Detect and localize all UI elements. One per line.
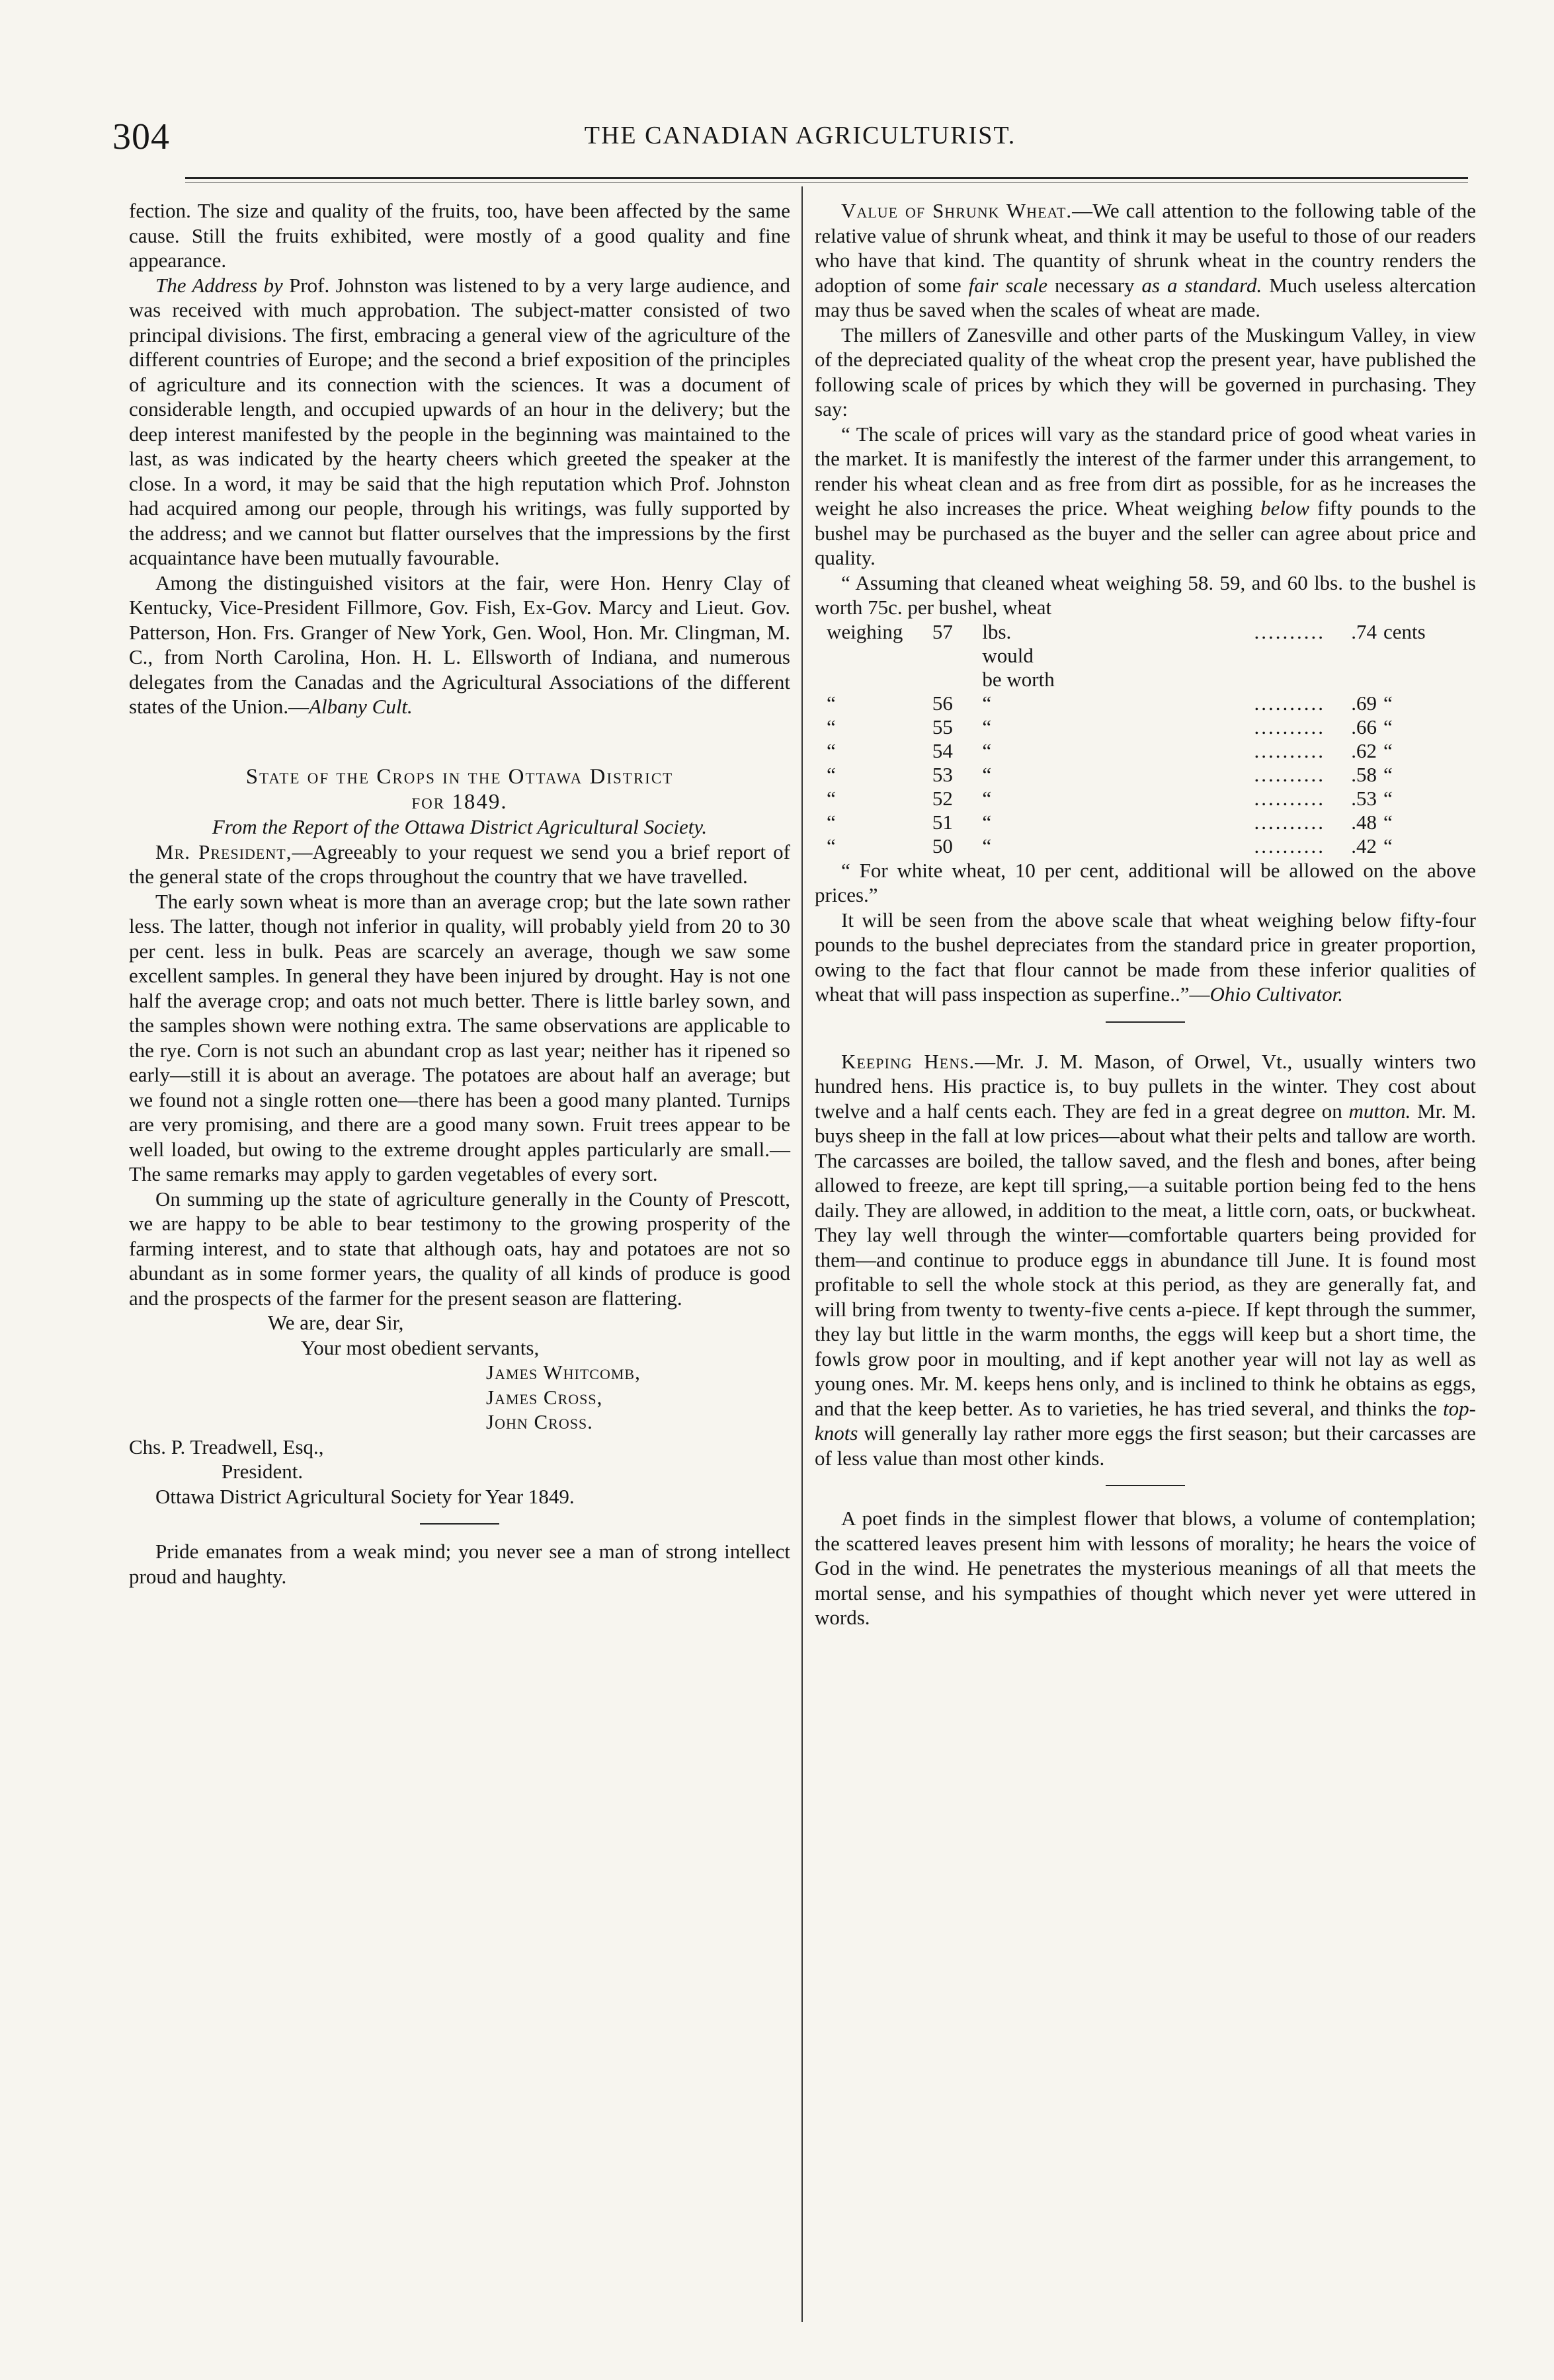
ditto-mark: “ <box>827 786 836 810</box>
leader-dots: .......... <box>1254 762 1325 786</box>
ditto-mark: “ <box>1383 786 1393 810</box>
ditto-mark: “ <box>982 810 992 834</box>
hens-italic: mutton. <box>1348 1099 1411 1123</box>
signer-3: John Cross. <box>486 1410 593 1433</box>
leader-dots: .......... <box>1254 691 1325 715</box>
crops-salutation: Mr. President, <box>155 840 292 863</box>
price-cents: .74 <box>1351 619 1377 643</box>
weight-lbs: 57 <box>932 619 953 643</box>
price-row <box>815 620 1443 692</box>
crops-paragraph-2: The early sown wheat is more than an average crop; but the late sown rather less. The latter, though not inferior in quality, will probably yield from 20 to 30 per cent. less in bulk. Peas are scarcely an average, though we saw some excellent samples. In general they have been injured by drought. Hay is not one half the average crop; and oats not much better. There is little barley sown, and the samples shown were nothing extra. The same observations are applicable to the rye. Corn is not such an abundant crop as last year; neither has it ripened so early—still it is about an average. The potatoes are about half an average; but we found not a single rotten one—there has been a good many planted. Turnips are very promising, and there are a good many sown. Fruit trees appear to be well loaded, but owing to the extreme drought apples particularly are small.—The same remarks may apply to garden vegetables of every sort. <box>129 889 790 1185</box>
quote-paragraph-2: “ Assuming that cleaned wheat weighing 58. 59, and 60 lbs. to the bushel is worth 75c. per bushel, wheat <box>815 571 1476 619</box>
ditto-mark: “ <box>982 738 992 762</box>
price-cents: .69 <box>1351 691 1377 715</box>
wheat-price-table <box>815 620 1443 858</box>
ditto-mark: “ <box>982 762 992 786</box>
quote1-italic: below <box>1260 496 1310 520</box>
header-rule-thin <box>185 182 1468 183</box>
hens-text-b: Mr. M. buys sheep in the fall at low prices—about what their pelts and tallow are worth. The carcasses are boiled, the tallow saved, and the flesh and bones, after being allowed to freeze, are kept till spring,—a suitable portion being fed to the hens daily. They are allowed, in addition to the meat, a little corn, oats, or buckwheat. They lay well through the winter—comfortable quarters being provided for them—and continue to produce eggs in abundance till June. It is found most profitable to sell the whole stock at this period, as they are generally fat, and will bring from twenty to twenty-five cents a-piece. If kept through the summer, they lay but little in the warm months, the eggs will keep but a short time, the fowls grow poor in moulting, and if kept another year will not lay as well as young ones. Mr. M. keeps hens only, and is inclined to think he obtains as eggs, and that the keep better. As to varieties, he has tried several, and thinks the <box>815 1099 1477 1420</box>
price-row <box>815 715 1443 739</box>
visitors-text: Among the distinguished visitors at the fair, were Hon. Henry Clay of Kentucky, Vice-President Fillmore, Gov. Fish, Ex-Gov. Marcy and Lieut. Gov. Patterson, Hon. Frs. Granger of New York, Gen. Wool, Hon. Mr. Clingman, M. C., from North Carolina, Hon. H. L. Ellsworth of Indiana, and numerous delegates from the Canadas and the Agricultural Associations of the different states of the Union. <box>129 571 790 718</box>
addressee: Chs. P. Treadwell, Esq., <box>129 1435 324 1458</box>
shrunk-conclusion <box>815 908 1476 1007</box>
left-column <box>129 198 790 1589</box>
leader-dots: .......... <box>1254 619 1325 643</box>
address-text: Prof. Johnston was listened to by a very large audience, and was received with much approbation. The subject-matter consisted of two principal divisions. The first, embracing a general view of the agriculture of the different countries of Europe; and the second a brief exposition of the principles of agriculture and its connection with the sciences. It was a document of considerable length, and occupied upwards of an hour in the delivery; but the deep interest manifested by the people in the beginning was maintained to the last, as was indicated by the hearty cheers which greeted the speaker at the close. In a word, it may be said that the high reputation which Prof. Johnston had acquired among our people, through his writings, was fully supported by the address; and we cannot but flatter ourselves that the impressions by the first acquaintance have been mutually favourable. <box>129 273 790 569</box>
shrunk-intro-text: —We call attention to the following table of the relative value of shrunk wheat, and think it may be useful to those of our readers who have that kind. The quantity of shrunk wheat in the country renders the adoption of some <box>815 199 1476 297</box>
price-cents: .66 <box>1351 715 1377 738</box>
quote1-end: fifty pounds to the bushel may be purchased as the buyer and the seller can agree about price and quality. <box>815 496 1477 569</box>
signer-2: James Cross, <box>486 1385 603 1409</box>
crops-heading-line2: for 1849. <box>411 789 508 814</box>
address-label: The Address by <box>155 273 283 297</box>
leader-dots: .......... <box>1254 715 1325 738</box>
shrunk-intro-end: Much useless altercation may thus be saved when the scales of wheat are made. <box>815 273 1477 321</box>
leader-dots: .......... <box>1254 738 1325 762</box>
price-cents: .58 <box>1351 762 1377 786</box>
fair-paragraph-1: fection. The size and quality of the fruits, too, have been affected by the same cause. Still the fruits exhibited, were mostly of a good quality and fine appearance. <box>129 199 790 272</box>
ditto-mark: “ <box>982 834 992 857</box>
quote-paragraph-3: “ For white wheat, 10 per cent, additional will be allowed on the above prices.” <box>815 858 1476 906</box>
shrunk-intro-italic-2: as a standard. <box>1141 273 1262 297</box>
price-row <box>815 763 1443 787</box>
header-rule <box>185 177 1468 179</box>
hens-text-c: will generally lay rather more eggs the first season; but their carcasses are of less value than most other kinds. <box>815 1421 1476 1470</box>
crops-heading-line1: State of the Crops in the Ottawa District <box>245 764 674 789</box>
leader-dots: .......... <box>1254 810 1325 834</box>
weight-lbs: 53 <box>932 762 953 786</box>
crops-paragraph-3: On summing up the state of agriculture generally in the County of Prescott, we are happy to be able to bear testimony to the growing prosperity of the farming interest, and to state that although oats, hay and potatoes are not so abundant as in some former years, the quality of all kinds of produce is good and the prospects of the farmer for the present season are flattering. <box>129 1187 790 1310</box>
maxim-paragraph: Pride emanates from a weak mind; you never see a man of strong intellect proud and haughty. <box>129 1540 790 1588</box>
hens-text-a: —Mr. J. M. Mason, of Orwel, Vt., usually winters two hundred hens. His practice is, to buy pullets in the winter. They cost about twelve and a half cents each. They are fed in a great degree on <box>815 1049 1476 1123</box>
ditto-mark: “ <box>827 810 836 834</box>
page-number: 304 <box>112 116 170 157</box>
ditto-mark: “ <box>1383 738 1393 762</box>
right-column <box>815 198 1476 1630</box>
ditto-mark: “ <box>827 762 836 786</box>
quote1-text: “ The scale of prices will vary as the standard price of good wheat varies in the market. It is manifestly the interest of the farmer under this arrangement, to render his wheat clean and as free from dirt as possible, for as he increases the weight he also increases the price. Wheat weighing <box>815 422 1476 520</box>
price-row <box>815 811 1443 834</box>
ditto-mark: “ <box>827 834 836 857</box>
source-albany: Albany Cult. <box>309 695 413 718</box>
page-header <box>112 116 1488 162</box>
ditto-mark: “ <box>982 786 992 810</box>
crops-paragraph-1 <box>129 840 790 889</box>
ditto-mark: “ <box>827 738 836 762</box>
leader-dots: .......... <box>1254 834 1325 857</box>
ditto-mark: “ <box>1383 715 1393 738</box>
shrunk-intro-italic: fair scale <box>968 273 1048 297</box>
addressee-title: President. <box>222 1460 304 1483</box>
running-head: THE CANADIAN AGRICULTURIST. <box>584 122 1016 149</box>
keeping-hens-title: Keeping Hens. <box>841 1049 975 1073</box>
crops-heading <box>129 764 790 840</box>
shrunk-wheat-title: Value of Shrunk Wheat. <box>841 199 1073 222</box>
fair-paragraph-3: Among the distinguished visitors at the fair, were Hon. Henry Clay of Kentucky, Vice-President Fillmore, Gov. Fish, Ex-Gov. Marcy and Lieut. Gov. Patterson, Hon. Frs. Granger of New York, Gen. Wool, Hon. Mr. Clingman, M. C., from North Carolina, Hon. H. L. Ellsworth of Indiana, and numerous delegates from the Canadas and the Agricultural Associations of the different states of the Union.—Albany Cult. <box>129 571 790 718</box>
quote-paragraph-1 <box>815 422 1476 571</box>
ditto-mark: “ <box>1383 834 1393 857</box>
crops-intro: —Agreeably to your request we send you a brief report of the general state of the crops throughout the country that we have travelled. <box>129 840 790 888</box>
crops-subtitle: From the Report of the Ottawa District Agricultural Society. <box>212 814 708 838</box>
ditto-mark: “ <box>1383 691 1393 715</box>
price-row <box>815 834 1443 858</box>
ditto-mark: “ <box>982 691 992 715</box>
weight-lbs: 51 <box>932 810 953 834</box>
weight-lbs: 55 <box>932 715 953 738</box>
shrunk-intro-mid: necessary <box>1054 273 1135 297</box>
source-ohio: Ohio Cultivator. <box>1209 982 1343 1006</box>
keeping-hens-paragraph <box>815 1049 1476 1471</box>
cents-label: cents <box>1383 619 1426 643</box>
weight-lbs: 52 <box>932 786 953 810</box>
weight-lbs: 54 <box>932 738 953 762</box>
weight-lbs: 50 <box>932 834 953 857</box>
price-cents: .42 <box>1351 834 1377 857</box>
leader-dots: .......... <box>1254 786 1325 810</box>
conclusion-text: It will be seen from the above scale that wheat weighing below fifty-four pounds to the bushel depreciates from the standard price in greater proportion, owing to the fact that flour cannot be made from these inferior qualities of wheat that will pass inspection as superfine..”— <box>815 908 1476 1006</box>
price-row <box>815 787 1443 811</box>
signoff-closing: Your most obedient servants, <box>301 1335 540 1359</box>
ditto-mark: “ <box>827 691 836 715</box>
shrunk-wheat-intro <box>815 198 1476 323</box>
weight-lbs: 56 <box>932 691 953 715</box>
unit-label: lbs. would be worth <box>982 619 1055 691</box>
ditto-mark: “ <box>827 715 836 738</box>
price-row <box>815 692 1443 715</box>
column-rule <box>801 186 803 2322</box>
signer-1: James Whitcomb, <box>486 1361 641 1384</box>
ditto-mark: “ <box>1383 810 1393 834</box>
price-cents: .48 <box>1351 810 1377 834</box>
row-label: weighing <box>827 619 903 643</box>
poet-paragraph: A poet finds in the simplest flower that blows, a volume of contemplation; the scattered leaves present him with lessons of morality; he hears the voice of God in the wind. He penetrates the mysterious meanings of all that meets the mortal sense, and his sympathies of thought which never yet were uttered in words. <box>815 1507 1476 1629</box>
ditto-mark: “ <box>982 715 992 738</box>
millers-paragraph: The millers of Zanesville and other parts of the Muskingum Valley, in view of the depreciated quality of the wheat crop the present year, have published the following scale of prices by which they will be governed in purchasing. They say: <box>815 323 1476 420</box>
price-cents: .62 <box>1351 738 1377 762</box>
fair-paragraph-2 <box>129 273 790 571</box>
society-line: Ottawa District Agricultural Society for Year 1849. <box>155 1484 575 1508</box>
signoff-salutation: We are, dear Sir, <box>268 1311 404 1334</box>
signoff-block <box>129 1310 790 1509</box>
hens-italic-2: top-knots <box>815 1396 1476 1445</box>
ditto-mark: “ <box>1383 762 1393 786</box>
price-row <box>815 739 1443 763</box>
price-cents: .53 <box>1351 786 1377 810</box>
